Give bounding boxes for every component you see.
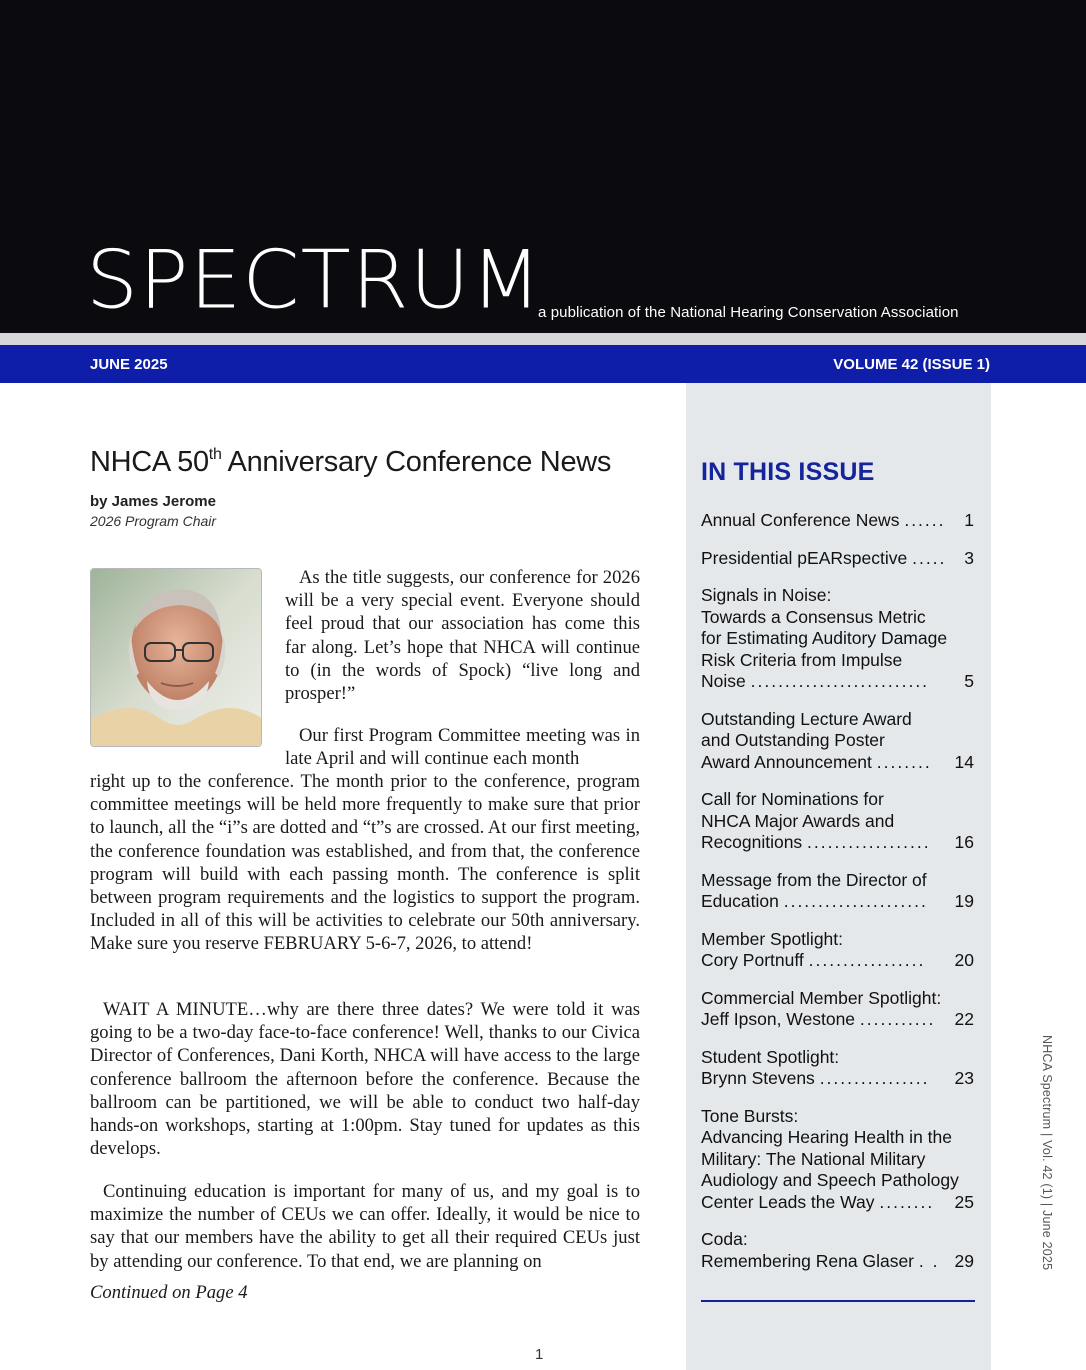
toc-item-title — [701, 1251, 954, 1273]
toc-item-title — [701, 752, 954, 774]
toc-page-number: 29 — [954, 1250, 974, 1271]
toc-leader-dots: ........... — [859, 1009, 936, 1029]
toc-item[interactable] — [701, 870, 974, 913]
toc-page-number: 25 — [954, 1191, 974, 1212]
toc-item-title-text: Presidential pEARspective — [701, 547, 908, 568]
toc-leader-dots: ...... — [904, 510, 946, 530]
toc-item-title — [701, 510, 963, 532]
toc-item-title-text: Cory Portnuff — [701, 950, 804, 970]
toc-item-entry — [701, 1009, 974, 1031]
toc-item[interactable] — [701, 1047, 974, 1090]
toc-item-title — [701, 1192, 954, 1214]
toc-leader-dots: ................ — [819, 1068, 930, 1088]
toc-item-title-text: Recognitions — [701, 832, 803, 852]
toc-leader-dots: .................. — [807, 832, 931, 852]
toc-item-line: Advancing Hearing Health in the — [701, 1127, 952, 1147]
toc-item-title-text: Jeff Ipson, Westone — [701, 1009, 856, 1029]
toc-divider — [701, 1300, 975, 1302]
toc-item-title — [701, 671, 963, 693]
toc-item-title — [701, 891, 954, 913]
toc-item-line: Towards a Consensus Metric — [701, 606, 926, 627]
toc-item-title-text: Brynn Stevens — [701, 1068, 815, 1088]
running-footer: NHCA Spectrum | Vol. 42 (1) | June 2025 — [1040, 1035, 1054, 1271]
article-paragraph-2-end: right up to the conference. The month prior to the conference, program committee meetings will be held more frequently to make sure that prior to launch, all the “i”s are dotted and “t”s are crossed. At our first meeting, the conference foundation was established, and from that, the conference program will build with each passing month. The conference is split between program requirements and the logistics to support the program. Included in all of this will be activities to celebrate our 50th anniversary. Make sure you reserve FEBRUARY 5-6-7, 2026, to attend! — [90, 771, 640, 955]
toc-leader-dots: ..... — [912, 547, 947, 568]
toc-item-title — [701, 548, 963, 570]
toc-item-line: Commercial Member Spotlight: — [701, 987, 942, 1008]
toc-page-number: 19 — [954, 891, 974, 911]
toc-page-number: 3 — [964, 547, 974, 568]
toc-item-line: for Estimating Auditory Damage — [701, 628, 948, 648]
toc-leader-dots: ..................... — [783, 891, 928, 911]
toc-item[interactable] — [701, 929, 974, 972]
article-paragraph-2-start: Our first Program Committee meeting was in late April and will continue each month — [285, 725, 640, 770]
toc-page-number: 23 — [954, 1068, 974, 1088]
toc-item-entry — [701, 1251, 974, 1273]
toc-item[interactable] — [701, 789, 974, 854]
toc-leader-dots: . . — [918, 1250, 940, 1271]
toc-item-line: Risk Criteria from Impulse — [701, 649, 903, 670]
toc-item-title-text: Noise — [701, 671, 746, 691]
toc-item-title — [701, 1009, 954, 1031]
toc-item-entry — [701, 752, 974, 774]
toc-item-line: and Outstanding Poster — [701, 730, 885, 750]
toc-page-number: 16 — [954, 832, 974, 852]
toc-leader-dots: ................. — [808, 950, 926, 970]
toc-item[interactable] — [701, 510, 974, 532]
toc-item-title-text: Remembering Rena Glaser — [701, 1250, 915, 1271]
toc-leader-dots: ........ — [879, 1191, 935, 1212]
issue-date: JUNE 2025 — [90, 356, 168, 373]
toc-item[interactable] — [701, 988, 974, 1031]
publication-subtitle: a publication of the National Hearing Conservation Association — [538, 304, 959, 321]
toc-item-entry — [701, 891, 974, 913]
toc-page-number: 1 — [964, 510, 974, 530]
toc-item-line: Coda: — [701, 1229, 748, 1249]
toc-item-line: Signals in Noise: — [701, 585, 832, 605]
toc-leader-dots: .......................... — [750, 671, 930, 691]
toc-item-title-text: Annual Conference News — [701, 510, 900, 530]
toc-page-number: 20 — [954, 950, 974, 970]
toc-item[interactable] — [701, 1106, 974, 1214]
article-paragraph-4: Continuing education is important for many of us, and my goal is to maximize the number of CEUs we can offer. Ideally, it would be nice to say that our members have the ability to get all their required CEUs just by attending our conference. To that end, we are planning on — [90, 1181, 640, 1272]
article-paragraph-3: WAIT A MINUTE…why are there three dates? We were told it was going to be a two-day face-to-face conference! Well, thanks to our Civica Director of Conferences, Dani Korth, NHCA will have access to the large conference ballroom the afternoon before the conference. Because the ballroom can be partitioned, we will be able to conduct two half-day hands-on workshops, starting at 1:00pm. Stay tuned for updates as this develops. — [90, 999, 640, 1160]
toc-item[interactable] — [701, 548, 974, 570]
continued-link[interactable]: Continued on Page 4 — [90, 1282, 248, 1303]
toc-item[interactable] — [701, 1229, 974, 1272]
in-this-issue-heading: IN THIS ISSUE — [701, 458, 875, 486]
toc-item-line: NHCA Major Awards and — [701, 810, 895, 831]
toc-leader-dots: ........ — [876, 751, 932, 772]
article-headline: NHCA 50th Anniversary Conference News — [90, 446, 612, 478]
toc-item-entry — [701, 1068, 974, 1090]
toc-item[interactable] — [701, 585, 974, 693]
issue-volume: VOLUME 42 (ISSUE 1) — [833, 356, 990, 373]
author-portrait-image — [90, 568, 262, 747]
author-role: 2026 Program Chair — [90, 513, 217, 529]
toc-page-number: 14 — [954, 751, 974, 772]
toc-item-title — [701, 832, 954, 854]
toc-page-number: 5 — [964, 671, 974, 691]
table-of-contents — [701, 510, 974, 1288]
sound-wave-graphic — [0, 0, 1086, 240]
toc-item-title-text: Education — [701, 891, 779, 911]
toc-item-line: Tone Bursts: — [701, 1105, 799, 1126]
toc-item-entry — [701, 671, 974, 693]
page-number: 1 — [535, 1346, 544, 1363]
toc-item-line: Outstanding Lecture Award — [701, 708, 912, 729]
toc-page-number: 22 — [954, 1009, 974, 1029]
toc-item-entry — [701, 950, 974, 972]
article-paragraph-1: As the title suggests, our conference for 2026 will be a very special event. Everyone should feel proud that our association has come this far along. Let’s hope that NHCA will continue to (in the words of Spock) “live long and prosper!” — [285, 567, 640, 705]
toc-item-line: Student Spotlight: — [701, 1046, 840, 1067]
toc-item-line: Audiology and Speech Pathology — [701, 1170, 959, 1190]
toc-item-title — [701, 1068, 954, 1090]
toc-item-entry — [701, 548, 974, 570]
toc-item-line: Military: The National Military — [701, 1148, 926, 1169]
toc-item-title-text: Award Announcement — [701, 751, 872, 772]
toc-item-line: Call for Nominations for — [701, 789, 884, 809]
toc-item-title — [701, 950, 954, 972]
toc-item-entry — [701, 510, 974, 532]
header-divider — [0, 333, 1086, 345]
toc-item-title-text: Center Leads the Way — [701, 1191, 875, 1212]
toc-item-line: Message from the Director of — [701, 869, 927, 890]
toc-item-entry — [701, 832, 974, 854]
toc-item[interactable] — [701, 709, 974, 774]
masthead — [0, 0, 1086, 333]
article-byline: by James Jerome — [90, 493, 216, 510]
toc-item-line: Member Spotlight: — [701, 928, 844, 949]
toc-item-entry — [701, 1192, 974, 1214]
publication-title: SPECTRUM — [86, 233, 543, 328]
